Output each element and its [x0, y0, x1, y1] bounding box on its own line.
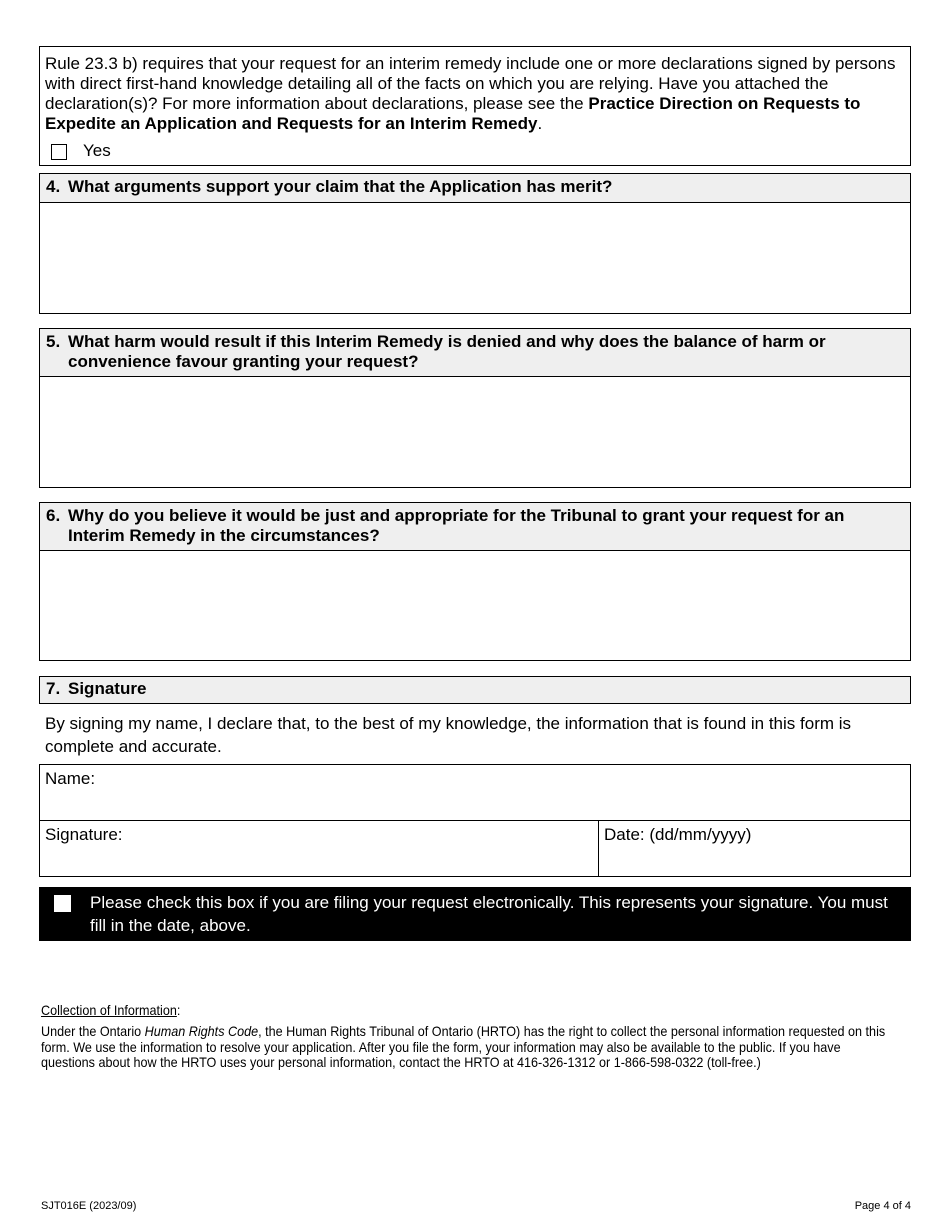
- collection-text: Under the Ontario Human Rights Code, the Human Rights Tribunal of Ontario (HRTO) has the right to collect the personal information requested on this form. We use the information to resolve your application. After you file the form, your information may also be available to the public. If you have questions about how the HRTO uses your personal information, contact the HRTO at 416-326-1312 or 1-866-598-0322 (toll-free.): [41, 1023, 886, 1070]
- name-field[interactable]: [40, 765, 910, 821]
- section-5: [39, 328, 911, 488]
- section-6: [39, 502, 911, 661]
- yes-label: Yes: [83, 141, 111, 160]
- declaration-box: [39, 46, 911, 166]
- section-5-header: 5. What harm would result if this Interim Remedy is denied and why does the balance of harm or convenience favour granting your request?: [40, 329, 910, 376]
- section-5-answer-field[interactable]: [40, 376, 910, 487]
- section-6-answer-field[interactable]: [40, 550, 910, 660]
- name-label: Name:: [45, 769, 96, 788]
- electronic-filing-text: Please check this box if you are filing your request electronically. This represents your signature. You must fill in the date, above.: [90, 893, 888, 935]
- collection-heading: Collection of Information:: [41, 1002, 181, 1018]
- date-field[interactable]: [599, 821, 910, 876]
- electronic-filing-checkbox[interactable]: [54, 895, 71, 912]
- form-id: SJT016E (2023/09): [41, 1200, 137, 1212]
- date-label: Date: (dd/mm/yyyy): [604, 825, 752, 844]
- section-4: [39, 173, 911, 314]
- declarations-attached-checkbox[interactable]: [51, 144, 67, 160]
- section-6-header: 6. Why do you believe it would be just and appropriate for the Tribunal to grant your request for an Interim Remedy in the circumstances?: [40, 503, 910, 550]
- signature-label: Signature:: [45, 825, 123, 844]
- section-4-answer-field[interactable]: [40, 202, 910, 313]
- page-number: Page 4 of 4: [854, 1200, 911, 1212]
- section-7-header: 7. Signature: [40, 677, 910, 703]
- electronic-filing-bar: [39, 887, 911, 941]
- signature-declaration: By signing my name, I declare that, to the best of my knowledge, the information that is found in this form is complete and accurate.: [45, 714, 852, 756]
- declaration-instructions: Rule 23.3 b) requires that your request for an interim remedy include one or more declarations signed by persons with direct first-hand knowledge detailing all of the facts on which you are relying. Have you attached the declaration(s)? For more information about declarations, please see the Practice Direction on Requests to Expedite an Application and Requests for an Interim Remedy.: [45, 54, 896, 133]
- practice-direction-link: Practice Direction on Requests to Expedite an Application and Requests for an Interim Remedy: [45, 94, 861, 133]
- section-7: [39, 676, 911, 704]
- signature-table: [39, 764, 911, 877]
- signature-field[interactable]: [40, 821, 599, 876]
- section-4-header: 4. What arguments support your claim that the Application has merit?: [40, 174, 910, 202]
